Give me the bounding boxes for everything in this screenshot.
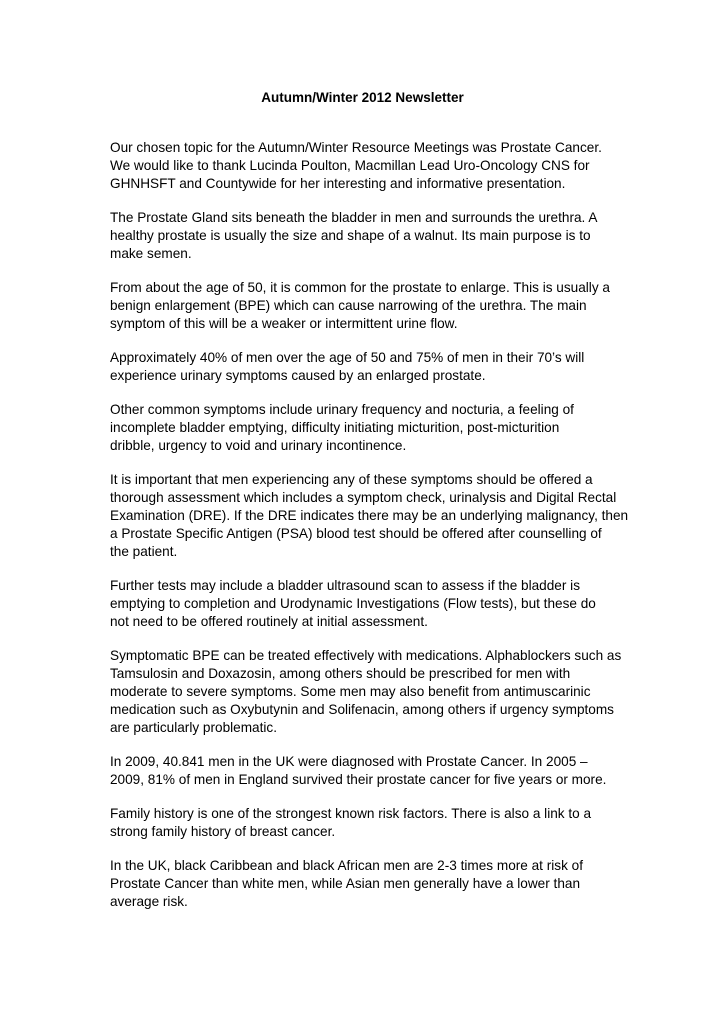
text-line: GHNHSFT and Countywide for her interesting and informative presentation. [110,176,566,191]
text-line: the patient. [110,544,178,559]
text-line: From about the age of 50, it is common for the prostate to enlarge. This is usually a [110,280,610,295]
text-line: benign enlargement (BPE) which can cause narrowing of the urethra. The main [110,298,587,313]
paragraph [110,139,620,193]
text-line: It is important that men experiencing any of these symptoms should be offered a [110,472,593,487]
text-line: Examination (DRE). If the DRE indicates there may be an underlying malignancy, then [110,508,629,523]
paragraph [110,577,620,631]
text-line: incomplete bladder emptying, difficulty initiating micturition, post-micturition [110,420,560,435]
paragraph [110,279,620,333]
paragraph [110,753,620,789]
paragraph [110,349,620,385]
paragraph [110,647,620,737]
paragraph [110,209,620,263]
text-line: In 2009, 40.841 men in the UK were diagnosed with Prostate Cancer. In 2005 – [110,754,588,769]
paragraph [110,471,629,561]
text-line: not need to be offered routinely at initial assessment. [110,614,428,629]
text-line: Our chosen topic for the Autumn/Winter Resource Meetings was Prostate Cancer. [110,140,602,155]
document-body [110,139,629,927]
paragraph [110,805,620,841]
text-line: moderate to severe symptoms. Some men may also benefit from antimuscarinic [110,684,591,699]
paragraph [110,857,620,911]
text-line: 2009, 81% of men in England survived their prostate cancer for five years or more. [110,772,607,787]
text-line: healthy prostate is usually the size and shape of a walnut. Its main purpose is to [110,228,591,243]
text-line: We would like to thank Lucinda Poulton, Macmillan Lead Uro-Oncology CNS for [110,158,590,173]
text-line: Prostate Cancer than white men, while Asian men generally have a lower than [110,876,580,891]
page-title: Autumn/Winter 2012 Newsletter [261,90,464,105]
text-line: emptying to completion and Urodynamic Investigations (Flow tests), but these do [110,596,596,611]
text-line: In the UK, black Caribbean and black African men are 2-3 times more at risk of [110,858,583,873]
text-line: experience urinary symptoms caused by an enlarged prostate. [110,368,486,383]
text-line: thorough assessment which includes a symptom check, urinalysis and Digital Rectal [110,490,617,505]
text-line: average risk. [110,894,188,909]
text-line: strong family history of breast cancer. [110,824,336,839]
text-line: Symptomatic BPE can be treated effectively with medications. Alphablockers such as [110,648,622,663]
paragraph [110,401,620,455]
text-line: make semen. [110,246,192,261]
text-line: The Prostate Gland sits beneath the bladder in men and surrounds the urethra. A [110,210,598,225]
text-line: Approximately 40% of men over the age of 50 and 75% of men in their 70’s will [110,350,585,365]
text-line: Tamsulosin and Doxazosin, among others should be prescribed for men with [110,666,571,681]
text-line: dribble, urgency to void and urinary incontinence. [110,438,407,453]
text-line: medication such as Oxybutynin and Solifenacin, among others if urgency symptoms [110,702,614,717]
text-line: are particularly problematic. [110,720,277,735]
text-line: Other common symptoms include urinary frequency and nocturia, a feeling of [110,402,574,417]
text-line: a Prostate Specific Antigen (PSA) blood test should be offered after counselling of [110,526,602,541]
text-line: Further tests may include a bladder ultrasound scan to assess if the bladder is [110,578,580,593]
text-line: symptom of this will be a weaker or intermittent urine flow. [110,316,458,331]
text-line: Family history is one of the strongest known risk factors. There is also a link to a [110,806,592,821]
